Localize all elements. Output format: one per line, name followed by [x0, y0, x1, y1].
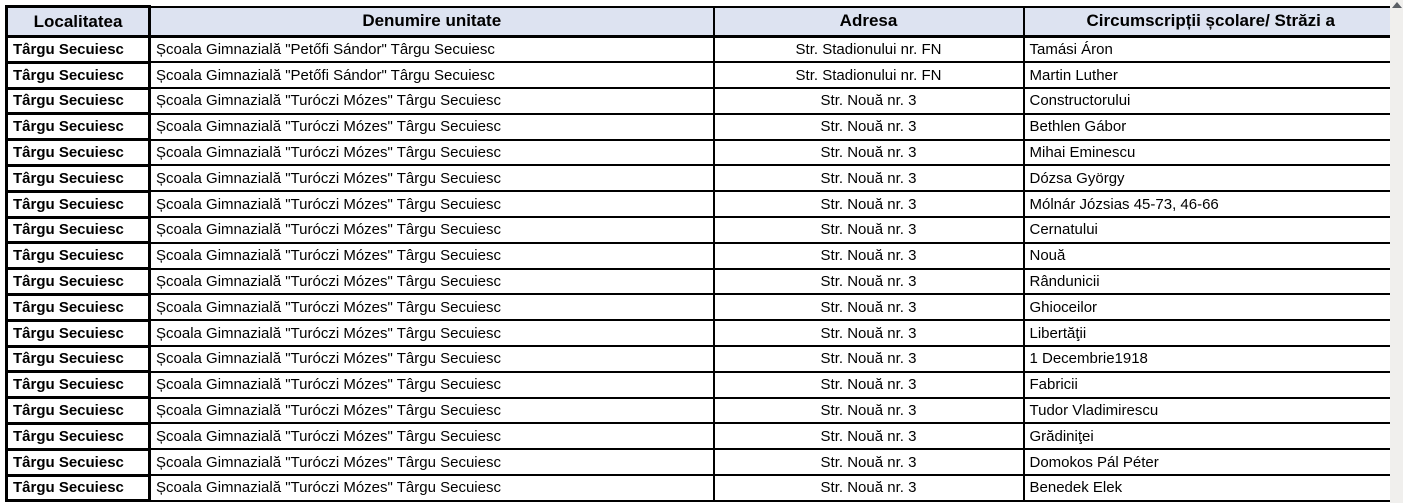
table-cell[interactable]: Str. Nouă nr. 3 [714, 165, 1024, 191]
table-row [7, 423, 1391, 449]
table-cell[interactable]: Târgu Secuiesc [7, 165, 150, 191]
table-cell[interactable]: Târgu Secuiesc [7, 320, 150, 346]
table-cell[interactable]: Mólnár Józsias 45-73, 46-66 [1024, 191, 1391, 217]
table-cell[interactable]: Rândunicii [1024, 269, 1391, 295]
table-row [7, 269, 1391, 295]
table-row [7, 88, 1391, 114]
table-cell[interactable]: Str. Stadionului nr. FN [714, 62, 1024, 88]
table-cell[interactable]: Târgu Secuiesc [7, 449, 150, 475]
table-cell[interactable]: Str. Nouă nr. 3 [714, 294, 1024, 320]
table-cell[interactable]: Școala Gimnazială "Turóczi Mózes" Târgu Secuiesc [150, 398, 714, 424]
table-row [7, 165, 1391, 191]
table-cell[interactable]: Nouă [1024, 243, 1391, 269]
table-cell[interactable]: Str. Nouă nr. 3 [714, 449, 1024, 475]
table-cell[interactable]: Târgu Secuiesc [7, 372, 150, 398]
table-row [7, 114, 1391, 140]
table-cell[interactable]: Târgu Secuiesc [7, 140, 150, 166]
table-row [7, 191, 1391, 217]
table-cell[interactable]: Târgu Secuiesc [7, 88, 150, 114]
table-cell[interactable]: Str. Nouă nr. 3 [714, 191, 1024, 217]
table-row [7, 346, 1391, 372]
table-cell[interactable]: Școala Gimnazială "Turóczi Mózes" Târgu Secuiesc [150, 423, 714, 449]
table-cell[interactable]: Str. Nouă nr. 3 [714, 114, 1024, 140]
table-row [7, 398, 1391, 424]
table-cell[interactable]: Str. Nouă nr. 3 [714, 398, 1024, 424]
table-cell[interactable]: Târgu Secuiesc [7, 346, 150, 372]
table-cell[interactable]: Școala Gimnazială "Turóczi Mózes" Târgu Secuiesc [150, 346, 714, 372]
table-cell[interactable]: Str. Nouă nr. 3 [714, 423, 1024, 449]
table-cell[interactable]: Str. Nouă nr. 3 [714, 269, 1024, 295]
table-cell[interactable]: Târgu Secuiesc [7, 294, 150, 320]
table-row [7, 320, 1391, 346]
column-header-denumire-unitate[interactable]: Denumire unitate [150, 7, 714, 37]
table-cell[interactable]: Tudor Vladimirescu [1024, 398, 1391, 424]
table-cell[interactable]: Târgu Secuiesc [7, 423, 150, 449]
table-cell[interactable]: Târgu Secuiesc [7, 191, 150, 217]
table-cell[interactable]: Târgu Secuiesc [7, 398, 150, 424]
table-cell[interactable]: Grădiniţei [1024, 423, 1391, 449]
table-row [7, 37, 1391, 63]
table-cell[interactable]: Str. Nouă nr. 3 [714, 88, 1024, 114]
table-cell[interactable]: Școala Gimnazială "Turóczi Mózes" Târgu Secuiesc [150, 243, 714, 269]
table-cell[interactable]: Str. Nouă nr. 3 [714, 346, 1024, 372]
table-cell[interactable]: Str. Nouă nr. 3 [714, 320, 1024, 346]
table-row [7, 475, 1391, 501]
table-row [7, 62, 1391, 88]
table-cell[interactable]: Târgu Secuiesc [7, 37, 150, 63]
vertical-scrollbar[interactable] [1390, 0, 1403, 503]
table-cell[interactable]: Școala Gimnazială "Turóczi Mózes" Târgu Secuiesc [150, 372, 714, 398]
table-cell[interactable]: 1 Decembrie1918 [1024, 346, 1391, 372]
table-cell[interactable]: Școala Gimnazială "Petőfi Sándor" Târgu Secuiesc [150, 37, 714, 63]
table-cell[interactable]: Școala Gimnazială "Turóczi Mózes" Târgu Secuiesc [150, 165, 714, 191]
table-cell[interactable]: Tamási Áron [1024, 37, 1391, 63]
table-cell[interactable]: Școala Gimnazială "Turóczi Mózes" Târgu Secuiesc [150, 88, 714, 114]
table-cell[interactable]: Str. Stadionului nr. FN [714, 37, 1024, 63]
scrollbar-up-arrow-icon[interactable] [1392, 2, 1402, 8]
table-cell[interactable]: Dózsa György [1024, 165, 1391, 191]
column-header-circumscriptii[interactable]: Circumscripții școlare/ Străzi a [1024, 7, 1391, 37]
table-cell[interactable]: Cernatului [1024, 217, 1391, 243]
table-cell[interactable]: Târgu Secuiesc [7, 217, 150, 243]
table-cell[interactable]: Târgu Secuiesc [7, 475, 150, 501]
table-cell[interactable]: Str. Nouă nr. 3 [714, 140, 1024, 166]
table-cell[interactable]: Școala Gimnazială "Turóczi Mózes" Târgu Secuiesc [150, 449, 714, 475]
table-cell[interactable]: Bethlen Gábor [1024, 114, 1391, 140]
table-cell[interactable]: Târgu Secuiesc [7, 62, 150, 88]
table-cell[interactable]: Școala Gimnazială "Turóczi Mózes" Târgu Secuiesc [150, 320, 714, 346]
table-cell[interactable]: Benedek Elek [1024, 475, 1391, 501]
table-cell[interactable]: Școala Gimnazială "Turóczi Mózes" Târgu Secuiesc [150, 191, 714, 217]
table-cell[interactable]: Școala Gimnazială "Turóczi Mózes" Târgu Secuiesc [150, 294, 714, 320]
table-cell[interactable]: Constructorului [1024, 88, 1391, 114]
table-cell[interactable]: Str. Nouă nr. 3 [714, 217, 1024, 243]
table-cell[interactable]: Ghioceilor [1024, 294, 1391, 320]
header-row [7, 7, 1391, 37]
table-row [7, 243, 1391, 269]
table-cell[interactable]: Str. Nouă nr. 3 [714, 475, 1024, 501]
table-cell[interactable]: Str. Nouă nr. 3 [714, 372, 1024, 398]
table-cell[interactable]: Târgu Secuiesc [7, 269, 150, 295]
table-cell[interactable]: Școala Gimnazială "Turóczi Mózes" Târgu Secuiesc [150, 217, 714, 243]
table-cell[interactable]: Târgu Secuiesc [7, 243, 150, 269]
table-cell[interactable]: Târgu Secuiesc [7, 114, 150, 140]
table-cell[interactable]: Școala Gimnazială "Turóczi Mózes" Târgu Secuiesc [150, 140, 714, 166]
spreadsheet-viewport [5, 5, 1390, 502]
column-header-localitatea[interactable]: Localitatea [7, 7, 150, 37]
column-header-adresa[interactable]: Adresa [714, 7, 1024, 37]
table-cell[interactable]: Libertăţii [1024, 320, 1391, 346]
table-row [7, 294, 1391, 320]
table-cell[interactable]: Școala Gimnazială "Turóczi Mózes" Târgu Secuiesc [150, 114, 714, 140]
table-cell[interactable]: Școala Gimnazială "Turóczi Mózes" Târgu Secuiesc [150, 269, 714, 295]
table-cell[interactable]: Fabricii [1024, 372, 1391, 398]
table-row [7, 449, 1391, 475]
table-row [7, 372, 1391, 398]
table-cell[interactable]: Școala Gimnazială "Turóczi Mózes" Târgu Secuiesc [150, 475, 714, 501]
table-row [7, 140, 1391, 166]
table-cell[interactable]: Școala Gimnazială "Petőfi Sándor" Târgu Secuiesc [150, 62, 714, 88]
table-body [7, 37, 1391, 501]
table-cell[interactable]: Martin Luther [1024, 62, 1391, 88]
table-cell[interactable]: Str. Nouă nr. 3 [714, 243, 1024, 269]
school-districts-table [5, 5, 1390, 502]
table-cell[interactable]: Mihai Eminescu [1024, 140, 1391, 166]
table-row [7, 217, 1391, 243]
table-cell[interactable]: Domokos Pál Péter [1024, 449, 1391, 475]
